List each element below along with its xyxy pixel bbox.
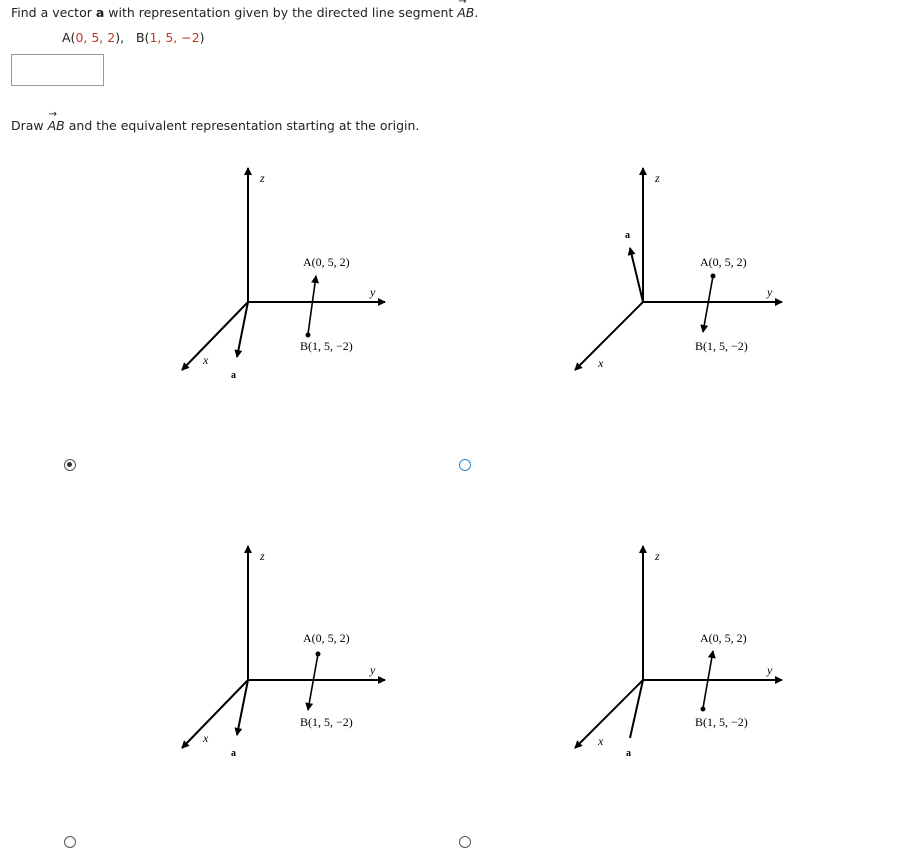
question-2-prefix: Draw <box>11 118 48 133</box>
z-axis-label: z <box>260 171 265 185</box>
question-2-text <box>11 118 419 133</box>
vector-a-label: a <box>626 748 631 759</box>
vector-a-bold: a <box>95 5 105 20</box>
z-axis-label: z <box>655 171 660 185</box>
y-axis-label: y <box>767 285 773 299</box>
points-line <box>62 30 205 45</box>
vector-a-label: a <box>231 748 236 759</box>
point-b-label: B( <box>135 30 150 45</box>
point-a-label: A(0, 5, 2) <box>700 255 747 269</box>
point-b-label: B(1, 5, −2) <box>695 339 748 353</box>
z-axis-label: z <box>655 549 660 563</box>
point-a-close: ), <box>115 30 125 45</box>
vector-ab-label-2: → AB <box>48 118 65 133</box>
y-axis-label: y <box>370 663 376 677</box>
x-axis-label: x <box>203 353 209 367</box>
question-1-prefix: Find a vector <box>11 5 96 20</box>
question-1-end: . <box>474 5 479 20</box>
choice-1-radio[interactable] <box>64 459 76 471</box>
answer-input[interactable] <box>11 54 104 86</box>
point-a-label: A(0, 5, 2) <box>700 631 747 645</box>
z-axis-label: z <box>260 549 265 563</box>
y-axis-label: y <box>370 285 376 299</box>
choice-2-radio[interactable] <box>459 459 471 471</box>
choice-2-diagram <box>565 160 795 390</box>
question-1-suffix: with representation given by the directed line segment <box>104 5 458 20</box>
question-2-suffix: and the equivalent representation starting at the origin. <box>64 118 420 133</box>
point-b-close: ) <box>199 30 205 45</box>
choice-4-diagram <box>565 538 795 768</box>
vector-ab-label: → AB <box>457 5 474 20</box>
point-a-coords: 0, 5, 2 <box>75 30 116 45</box>
vector-a-label: a <box>231 370 236 381</box>
point-b-label: B(1, 5, −2) <box>300 339 353 353</box>
y-axis-label: y <box>767 663 773 677</box>
point-b-label: B(1, 5, −2) <box>300 715 353 729</box>
x-axis-label: x <box>598 734 604 748</box>
choice-3-radio[interactable] <box>64 836 76 848</box>
choice-1-diagram <box>170 160 400 390</box>
x-axis-label: x <box>598 356 604 370</box>
point-b-coords: 1, 5, −2 <box>149 30 200 45</box>
x-axis-label: x <box>203 731 209 745</box>
point-a-label: A( <box>62 30 76 45</box>
question-1-text <box>11 5 478 20</box>
choice-4-radio[interactable] <box>459 836 471 848</box>
point-b-label: B(1, 5, −2) <box>695 715 748 729</box>
choice-3-diagram <box>170 538 400 768</box>
point-a-label: A(0, 5, 2) <box>303 255 350 269</box>
vector-a-label: a <box>625 230 630 241</box>
point-a-label: A(0, 5, 2) <box>303 631 350 645</box>
